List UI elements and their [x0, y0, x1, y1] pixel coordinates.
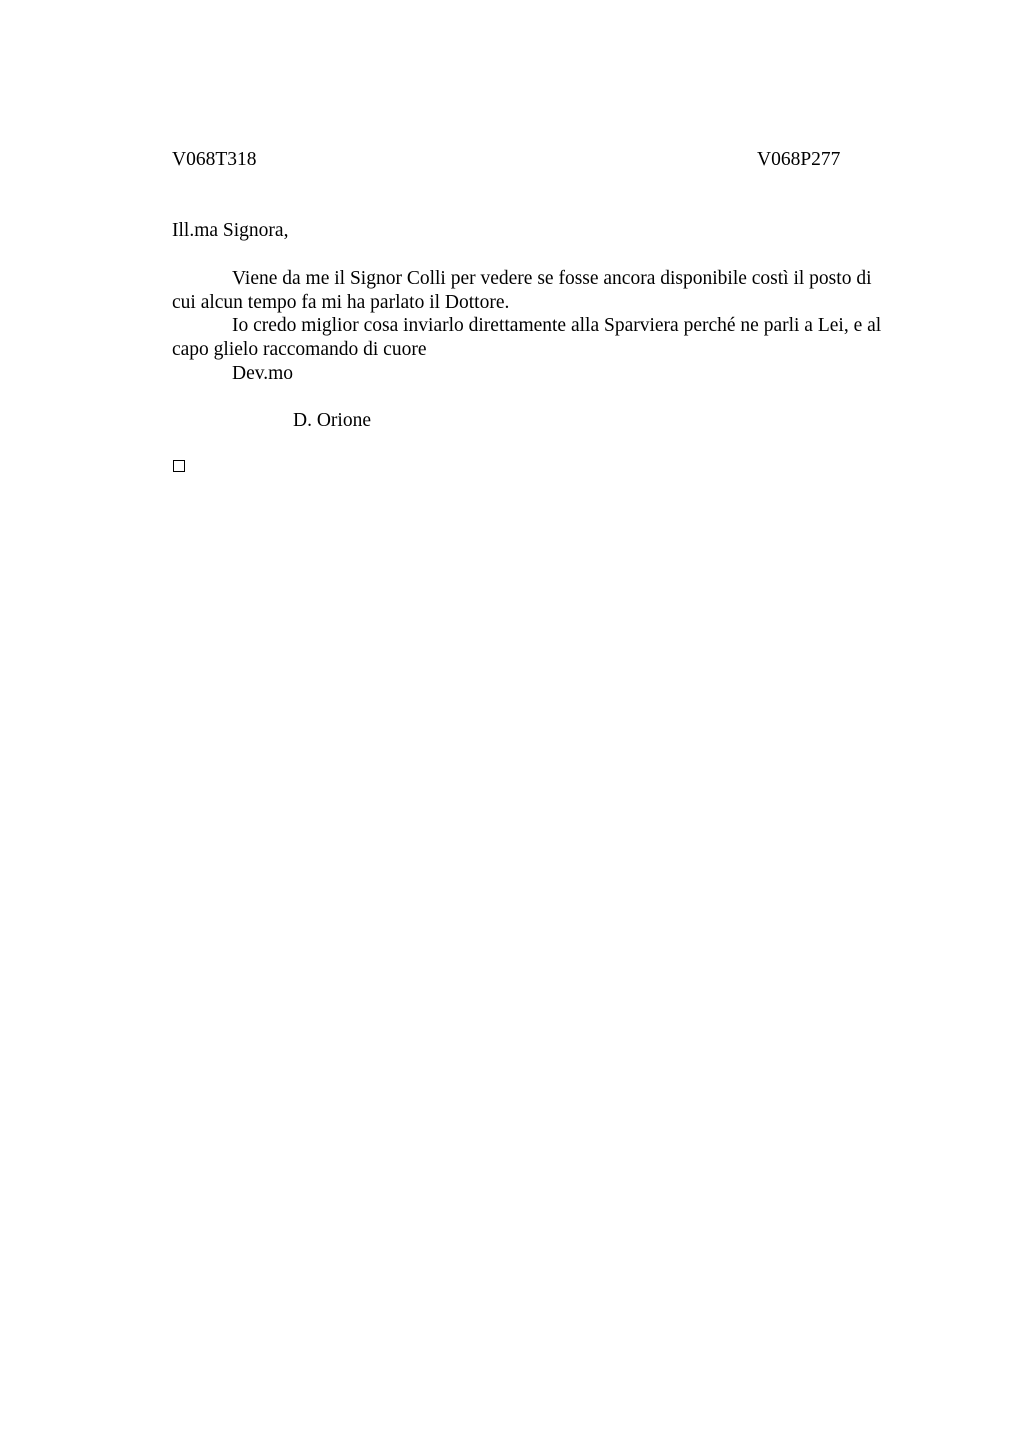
- empty-square-icon: [173, 460, 185, 472]
- letter-line: capo glielo raccomando di cuore: [172, 339, 427, 360]
- letter-line: Io credo miglior cosa inviarlo direttamente alla Sparviera perché ne parli a Lei, e al: [232, 315, 882, 336]
- letter-line: Viene da me il Signor Colli per vedere se fosse ancora disponibile costì il posto di: [232, 268, 872, 289]
- document-code-left: V068T318: [172, 149, 257, 170]
- closing: Dev.mo: [232, 363, 294, 384]
- signature: D. Orione: [293, 410, 371, 431]
- letter-line: cui alcun tempo fa mi ha parlato il Dottore.: [172, 292, 510, 313]
- document-code-right: V068P277: [757, 149, 841, 170]
- salutation: Ill.ma Signora,: [172, 220, 289, 241]
